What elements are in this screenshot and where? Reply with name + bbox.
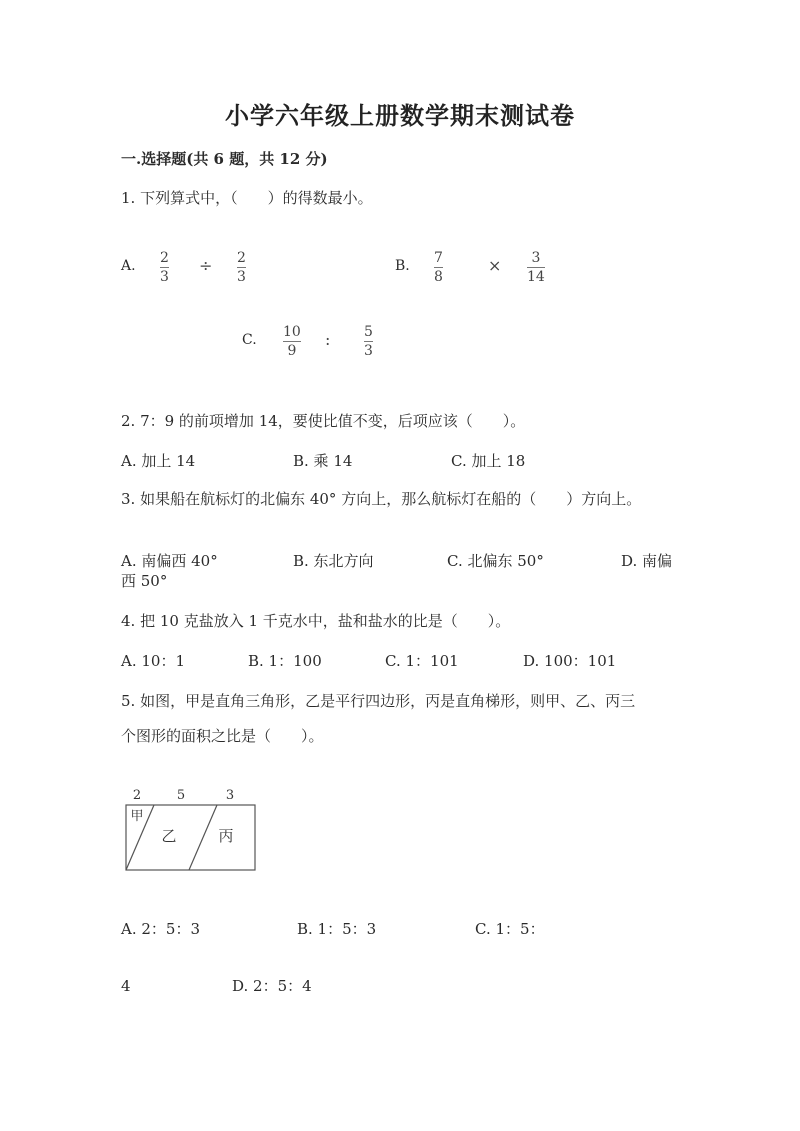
q1-option-c-label: C. <box>242 332 257 348</box>
q3-option-c: C. 北偏东 50° <box>447 552 544 570</box>
figure-top-label-3: 3 <box>225 788 235 803</box>
q5-option-c-continued: 4 <box>121 977 131 995</box>
denominator: 14 <box>527 269 545 285</box>
ratio-operator: : <box>325 330 331 349</box>
q1-option-c-fraction-1 <box>283 324 301 359</box>
question-2-stem: 2. 7：9 的前项增加 14，要使比值不变，后项应该（ ）。 <box>121 412 526 430</box>
page-title: 小学六年级上册数学期末测试卷 <box>225 101 575 130</box>
question-1-stem: 1. 下列算式中，（ ）的得数最小。 <box>121 189 373 207</box>
figure-region-bing: 丙 <box>218 827 234 845</box>
numerator: 10 <box>283 324 301 340</box>
denominator: 3 <box>160 269 169 285</box>
denominator: 8 <box>434 269 443 285</box>
q1-option-a-label: A. <box>121 258 136 274</box>
q1-option-b-fraction-1 <box>434 250 443 285</box>
q1-option-b-label: B. <box>395 258 410 274</box>
q5-option-d: D. 2：5：4 <box>232 977 312 995</box>
figure-top-label-1: 2 <box>132 788 142 803</box>
q5-geometry-figure <box>120 780 260 875</box>
numerator: 5 <box>364 324 373 340</box>
divide-operator: ÷ <box>199 256 213 275</box>
q2-option-b: B. 乘 14 <box>293 452 353 470</box>
figure-rectangle <box>126 805 255 870</box>
numerator: 2 <box>160 250 169 266</box>
q1-option-a-fraction-2 <box>237 250 246 285</box>
q4-option-c: C. 1：101 <box>385 652 459 670</box>
q3-option-d: D. 南偏 <box>621 552 673 570</box>
numerator: 3 <box>531 250 541 266</box>
q3-option-d-continued: 西 50° <box>121 572 168 590</box>
q1-option-a-fraction-1 <box>160 250 169 285</box>
q3-option-a: A. 南偏西 40° <box>121 552 218 570</box>
denominator: 3 <box>237 269 246 285</box>
q1-option-b-fraction-2 <box>527 250 545 285</box>
figure-region-yi: 乙 <box>161 827 177 845</box>
q2-option-a: A. 加上 14 <box>121 452 196 470</box>
question-5-stem-line-2: 个图形的面积之比是（ ）。 <box>121 727 324 745</box>
denominator: 3 <box>364 343 373 359</box>
numerator: 2 <box>237 250 246 266</box>
question-4-stem: 4. 把 10 克盐放入 1 千克水中，盐和盐水的比是（ ）。 <box>121 612 511 630</box>
q1-option-c-fraction-2 <box>364 324 373 359</box>
numerator: 7 <box>434 250 443 266</box>
denominator: 9 <box>287 343 297 359</box>
q4-option-d: D. 100：101 <box>523 652 617 670</box>
figure-divider-2 <box>189 805 217 870</box>
q2-option-c: C. 加上 18 <box>451 452 526 470</box>
q4-option-b: B. 1：100 <box>248 652 322 670</box>
q3-option-b: B. 东北方向 <box>293 552 374 570</box>
question-5-stem-line-1: 5. 如图，甲是直角三角形，乙是平行四边形，丙是直角梯形，则甲、乙、丙三 <box>121 692 636 710</box>
figure-region-jia: 甲 <box>130 809 144 824</box>
q5-option-b: B. 1：5：3 <box>297 920 377 938</box>
q5-option-a: A. 2：5：3 <box>121 920 200 938</box>
figure-top-label-2: 5 <box>176 788 186 803</box>
q5-option-c: C. 1：5： <box>475 920 545 938</box>
multiply-operator: × <box>488 256 502 275</box>
q4-option-a: A. 10：1 <box>121 652 185 670</box>
section-heading: 一.选择题(共 6 题，共 12 分) <box>121 150 328 168</box>
question-3-stem: 3. 如果船在航标灯的北偏东 40° 方向上，那么航标灯在船的（ ）方向上。 <box>121 490 642 508</box>
